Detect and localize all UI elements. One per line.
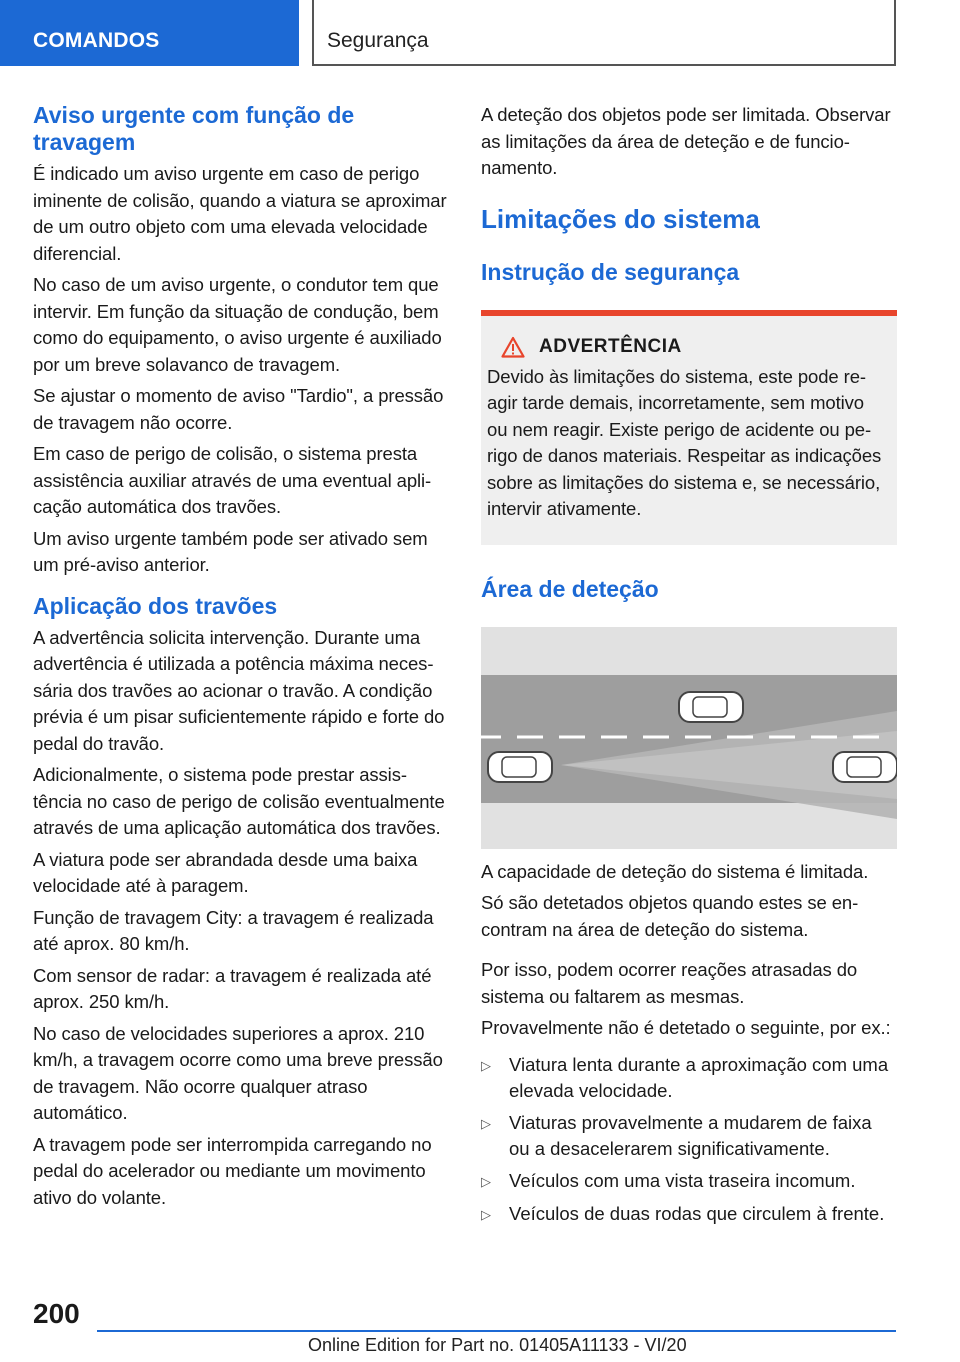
paragraph: Em caso de perigo de colisão, o sistema presta assistência auxiliar através de uma eventual aplicação automática dos travões.: [33, 443, 432, 517]
detection-area-illustration: [481, 627, 897, 849]
paragraph: Provavelmente não é detetado o seguinte, por ex.:: [481, 1017, 891, 1038]
paragraph: Por isso, podem ocorrer reações atrasadas do sistema ou faltarem as mesmas.: [481, 959, 858, 1007]
paragraph: Se ajustar o momento de aviso "Tardio", a pressão de travagem não ocorre.: [33, 385, 444, 433]
heading-system-limits: Limitações do sistema: [481, 203, 760, 234]
triangle-bullet-icon: ▷: [481, 1115, 491, 1131]
paragraph: Com sensor de radar: a travagem é realizada até aprox. 250 km/h.: [33, 964, 432, 1012]
warning-box: [481, 310, 897, 545]
paragraph: Só são detetados objetos quando estes se encontram na área de deteção do sistema.: [481, 892, 859, 940]
list-item: ▷ Viatura lenta durante a aproximação com uma elevada velocidade.: [481, 1052, 897, 1105]
chapter-title: Segurança: [312, 0, 896, 66]
footer-divider: [97, 1330, 896, 1332]
heading-detection-area: Área de deteção: [481, 575, 659, 602]
page-number: 200: [33, 1298, 80, 1329]
paragraph: A travagem pode ser interrompida carregando no pedal do acelerador ou mediante um movimento ativo do volante.: [33, 1133, 432, 1208]
paragraph: Função de travagem City: a travagem é realizada até aprox. 80 km/h.: [33, 906, 434, 954]
car-icon: [488, 752, 552, 782]
right-column: [481, 102, 897, 1234]
warning-title: [501, 336, 883, 358]
paragraph: A capacidade de deteção do sistema é limitada.: [481, 860, 869, 882]
heading-urgent-warning: Aviso urgente com função de travagem: [33, 102, 355, 155]
heading-safety-instruction: Instrução de segurança: [481, 258, 740, 285]
paragraph: A deteção dos objetos pode ser limitada. Observar as limitações da área de deteção e de funcionamento.: [481, 104, 891, 178]
list-item: ▷ Viaturas provavelmente a mudarem de faixa ou a desacelerarem significativamente.: [481, 1110, 897, 1163]
car-icon: [833, 752, 897, 782]
triangle-bullet-icon: ▷: [481, 1173, 491, 1189]
paragraph: No caso de velocidades superiores a aprox. 210 km/h, a travagem ocorre como uma breve pressão de travagem. Não ocorre qualquer atraso automático.: [33, 1022, 443, 1123]
list-item: ▷ Veículos de duas rodas que circulem à frente.: [481, 1201, 897, 1229]
paragraph: É indicado um aviso urgente em caso de perigo iminente de colisão, quando a viatura se aproximar de um outro objeto com uma elevada velocidade diferencial.: [33, 163, 447, 264]
warning-triangle-icon: [501, 336, 525, 358]
warning-text: Devido às limitações do sistema, este pode reagir tarde demais, incorretamente, sem motivo ou nem reagir. Existe perigo de acidente ou perigo de danos materiais. Respeitar as indicações sobre as limitações do sistema e, se necessário, intervir ativamente.: [487, 365, 882, 519]
paragraph: No caso de um aviso urgente, o condutor tem que intervir. Em função da situação de condução, bem como do equipamento, o aviso urgente é auxiliado por um breve solavanco de travagem.: [33, 274, 442, 375]
car-icon: [679, 692, 743, 722]
edition-footer: Online Edition for Part no. 01405A11133 - VI/20: [308, 1335, 687, 1355]
left-column: [33, 102, 449, 1216]
warning-label: ADVERTÊNCIA: [539, 335, 682, 357]
paragraph: Um aviso urgente também pode ser ativado sem um pré-aviso anterior.: [33, 527, 428, 575]
road-illustration: [481, 627, 897, 849]
bullet-list: [481, 1052, 897, 1229]
list-item: ▷ Veículos com uma vista traseira incomum.: [481, 1168, 897, 1196]
heading-brakes: Aplicação dos travões: [33, 592, 278, 619]
paragraph: A advertência solicita intervenção. Durante uma advertência é utilizada a potência máxima necessária dos travões ao acionar o travão. A condição prévia é um pisar suficientemente rápido e forte do pedal do travão.: [33, 626, 445, 754]
paragraph: Adicionalmente, o sistema pode prestar assistência no caso de perigo de colisão eventualmente através de uma aplicação automática dos travões.: [33, 764, 445, 838]
triangle-bullet-icon: ▷: [481, 1206, 491, 1222]
paragraph: A viatura pode ser abrandada desde uma baixa velocidade até à paragem.: [33, 848, 418, 896]
triangle-bullet-icon: ▷: [481, 1057, 491, 1073]
section-tab: COMANDOS: [0, 0, 299, 66]
